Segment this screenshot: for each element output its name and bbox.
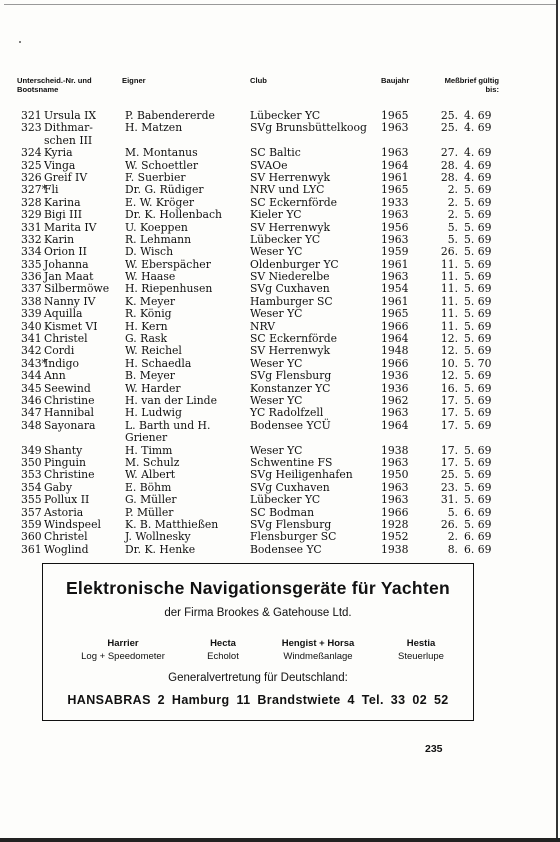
row-club: SVg Flensburg — [250, 517, 332, 531]
row-club: SC Eckernförde — [250, 195, 338, 209]
row-club: Kieler YC — [250, 208, 302, 222]
row-nr: 324 — [21, 146, 42, 160]
row-club: Weser YC — [250, 394, 303, 407]
row-club: Flensburger SC — [250, 530, 337, 544]
row-messbrief-month-year: 5. 69 — [464, 344, 492, 358]
row-baujahr: 1963 — [381, 208, 409, 222]
row-nr: 349 — [21, 443, 42, 457]
row-eigner: H. Kern — [125, 319, 168, 333]
page-number: 235 — [425, 743, 443, 755]
row-eigner: H. Timm — [125, 443, 173, 457]
row-bootsname: Christel — [44, 332, 88, 346]
ad-subtitle: der Firma Brookes & Gatehouse Ltd. — [164, 607, 352, 619]
row-club: Lübecker YC — [250, 232, 321, 246]
row-eigner: W. Albert — [125, 468, 176, 482]
row-messbrief-day: 17. — [440, 443, 458, 457]
ad-product-name: Harrier — [107, 638, 139, 649]
row-messbrief-day: 17. — [440, 406, 458, 420]
row-eigner: U. Koeppen — [125, 220, 188, 234]
table-row — [17, 147, 497, 159]
row-messbrief-day: 17. — [440, 455, 458, 469]
row-bootsname: Hannibal — [44, 406, 95, 420]
table-row — [17, 420, 497, 445]
row-bootsname: Pinguin — [44, 455, 86, 469]
row-nr: 354 — [21, 480, 42, 494]
table-row — [17, 494, 497, 506]
row-club: Schwentine FS — [250, 455, 333, 469]
row-bootsname: Bigi III — [44, 208, 82, 222]
row-messbrief-month-year: 5. 69 — [464, 455, 492, 469]
ad-product-desc: Log + Speedometer — [81, 651, 165, 662]
row-messbrief-month-year: 6. 69 — [464, 530, 492, 544]
row-bootsname: Vinga — [44, 158, 76, 172]
row-messbrief-month-year: 5. 69 — [464, 480, 492, 494]
row-baujahr: 1938 — [381, 542, 409, 556]
row-club: SV Niederelbe — [250, 270, 330, 284]
row-messbrief-day: 12. — [440, 369, 458, 383]
table-row — [17, 209, 497, 221]
row-nr: 355 — [21, 493, 42, 507]
row-club: Weser YC — [250, 443, 303, 457]
row-nr: 329 — [21, 208, 42, 222]
row-messbrief-day: 28. — [440, 158, 458, 172]
row-club: SVAOe — [250, 158, 288, 172]
row-club: Lübecker YC — [250, 109, 321, 122]
row-baujahr: 1966 — [381, 356, 409, 370]
row-bootsname: Seewind — [44, 381, 91, 395]
table-row — [17, 469, 497, 481]
row-club: Weser YC — [250, 245, 303, 259]
row-messbrief-month-year: 5. 69 — [464, 307, 492, 321]
row-club: NRV und LYC — [250, 183, 325, 197]
row-club: Weser YC — [250, 356, 303, 370]
row-bootsname: Sayonara — [44, 418, 96, 432]
row-messbrief-month-year: 5. 69 — [464, 257, 492, 271]
row-bootsname: Ursula IX — [44, 109, 97, 122]
row-bootsname: Ann — [44, 369, 66, 383]
header-eigner: Eigner — [122, 76, 146, 85]
row-messbrief-day: 2. — [447, 195, 458, 209]
row-bootsname: Cordi — [44, 344, 75, 358]
header-nr-bootsname: Unterscheid.-Nr. und Bootsname — [17, 76, 92, 94]
row-nr: 361 — [21, 542, 42, 556]
ad-generalvertretung: Generalvertretung für Deutschland: — [168, 672, 348, 684]
row-eigner: E. W. Kröger — [125, 195, 195, 209]
table-row — [17, 184, 497, 196]
row-bootsname: Dithmar-schen III — [44, 121, 93, 147]
row-nr: 326 — [21, 170, 42, 184]
row-messbrief-day: 11. — [440, 319, 458, 333]
row-baujahr: 1963 — [381, 406, 409, 420]
row-messbrief-day: 12. — [440, 344, 458, 358]
row-messbrief-day: 25. — [440, 121, 458, 135]
row-nr: 327* — [21, 183, 48, 197]
row-bootsname: Orion II — [44, 245, 87, 259]
header-club: Club — [250, 76, 267, 85]
row-nr: 359 — [21, 517, 42, 531]
row-messbrief-day: 26. — [440, 245, 458, 259]
row-messbrief-day: 5. — [447, 505, 458, 519]
row-club: SVg Cuxhaven — [250, 282, 330, 296]
row-nr: 344 — [21, 369, 42, 383]
table-row — [17, 407, 497, 419]
row-eigner: H. Schaedla — [125, 356, 192, 370]
ad-product-name: Hecta — [210, 638, 236, 649]
row-baujahr: 1964 — [381, 418, 409, 432]
row-nr: 334 — [21, 245, 42, 259]
row-nr: 346 — [21, 394, 42, 407]
row-eigner: W. Schoettler — [125, 158, 199, 172]
row-eigner: M. Schulz — [125, 455, 180, 469]
row-baujahr: 1933 — [381, 195, 409, 209]
row-messbrief-month-year: 5. 69 — [464, 332, 492, 346]
ad-product — [258, 637, 378, 663]
row-messbrief-month-year: 5. 69 — [464, 245, 492, 259]
row-eigner: W. Harder — [125, 381, 181, 395]
row-club: SV Herrenwyk — [250, 220, 330, 234]
row-eigner: R. Lehmann — [125, 232, 192, 246]
row-club: SC Baltic — [250, 146, 301, 160]
row-messbrief-day: 11. — [440, 307, 458, 321]
row-eigner: J. Wollnesky — [125, 530, 191, 544]
row-messbrief-month-year: 5. 69 — [464, 443, 492, 457]
row-club: SVg Brunsbüttelkoog — [250, 121, 367, 135]
row-nr: 328 — [21, 195, 42, 209]
row-messbrief-month-year: 4. 69 — [464, 109, 492, 122]
row-bootsname: Marita IV — [44, 220, 97, 234]
row-eigner: W. Eberspächer — [125, 257, 211, 271]
row-eigner: W. Haase — [125, 270, 176, 284]
row-eigner: H. Matzen — [125, 121, 183, 135]
row-bootsname: Karin — [44, 232, 75, 246]
row-baujahr: 1964 — [381, 332, 409, 346]
row-bootsname: Nanny IV — [44, 294, 96, 308]
row-messbrief-month-year: 5. 69 — [464, 394, 492, 407]
table-body — [17, 110, 497, 556]
table-row — [17, 531, 497, 543]
row-baujahr: 1948 — [381, 344, 409, 358]
row-messbrief-month-year: 5. 69 — [464, 208, 492, 222]
row-baujahr: 1936 — [381, 381, 409, 395]
row-messbrief-month-year: 5. 69 — [464, 493, 492, 507]
row-baujahr: 1959 — [381, 245, 409, 259]
row-nr: 357 — [21, 505, 42, 519]
row-eigner: Dr. K. Hollenbach — [125, 208, 222, 222]
row-messbrief-month-year: 5. 69 — [464, 270, 492, 284]
row-nr: 335 — [21, 257, 42, 271]
row-baujahr: 1965 — [381, 109, 409, 122]
row-baujahr: 1964 — [381, 158, 409, 172]
row-nr: 331 — [21, 220, 42, 234]
row-baujahr: 1965 — [381, 307, 409, 321]
row-club: SV Herrenwyk — [250, 344, 330, 358]
row-baujahr: 1963 — [381, 493, 409, 507]
row-messbrief-month-year: 6. 69 — [464, 505, 492, 519]
row-club: Lübecker YC — [250, 493, 321, 507]
row-bootsname: Gaby — [44, 480, 73, 494]
row-club: SVg Cuxhaven — [250, 480, 330, 494]
row-club: SVg Flensburg — [250, 369, 332, 383]
row-messbrief-day: 2. — [447, 208, 458, 222]
row-baujahr: 1966 — [381, 319, 409, 333]
table-row — [17, 544, 497, 556]
row-nr: 323 — [21, 121, 42, 135]
row-messbrief-day: 26. — [440, 517, 458, 531]
row-baujahr: 1952 — [381, 530, 409, 544]
row-eigner: F. Suerbier — [125, 170, 186, 184]
advertisement-box — [42, 563, 474, 721]
row-bootsname: Astoria — [44, 505, 84, 519]
row-baujahr: 1961 — [381, 257, 409, 271]
row-club: NRV — [250, 319, 275, 333]
row-eigner: P. Müller — [125, 505, 174, 519]
row-eigner: P. Babendererde — [125, 109, 215, 122]
row-club: Konstanzer YC — [250, 381, 331, 395]
row-club: Weser YC — [250, 307, 303, 321]
row-club: Oldenburger YC — [250, 257, 339, 271]
ad-title: Elektronische Navigationsgeräte für Yachten — [65, 578, 451, 598]
row-nr: 360 — [21, 530, 42, 544]
row-nr: 325 — [21, 158, 42, 172]
row-bootsname: Pollux II — [44, 493, 90, 507]
ad-address: HANSABRAS 2 Hamburg 11 Brandstwiete 4 Tel. 33 02 52 — [67, 693, 449, 707]
row-baujahr: 1963 — [381, 121, 409, 135]
row-baujahr: 1961 — [381, 294, 409, 308]
row-nr: 339 — [21, 307, 42, 321]
row-baujahr: 1938 — [381, 443, 409, 457]
row-eigner: Dr. G. Rüdiger — [125, 183, 204, 197]
row-bootsname: Christine — [44, 468, 95, 482]
row-messbrief-day: 17. — [440, 394, 458, 407]
row-bootsname: Woglind — [44, 542, 89, 556]
row-messbrief-day: 23. — [440, 480, 458, 494]
row-eigner: H. van der Linde — [125, 394, 217, 407]
page-top-rule — [4, 4, 556, 5]
page-right-edge — [556, 0, 558, 842]
row-baujahr: 1956 — [381, 220, 409, 234]
row-messbrief-day: 5. — [447, 232, 458, 246]
boat-register-table — [17, 76, 497, 556]
row-messbrief-month-year: 5. 70 — [464, 356, 492, 370]
row-eigner: Dr. K. Henke — [125, 542, 196, 556]
row-eigner: B. Meyer — [125, 369, 175, 383]
row-club: SVg Heiligenhafen — [250, 468, 353, 482]
row-baujahr: 1966 — [381, 505, 409, 519]
row-eigner: G. Müller — [125, 493, 177, 507]
row-nr: 332 — [21, 232, 42, 246]
row-messbrief-month-year: 5. 69 — [464, 468, 492, 482]
row-nr: 353 — [21, 468, 42, 482]
row-baujahr: 1963 — [381, 146, 409, 160]
row-messbrief-month-year: 4. 69 — [464, 146, 492, 160]
row-eigner: E. Böhm — [125, 480, 172, 494]
row-bootsname: Kismet VI — [44, 319, 98, 333]
row-bootsname: Shanty — [44, 443, 83, 457]
row-bootsname: Johanna — [44, 257, 89, 271]
row-messbrief-month-year: 5. 69 — [464, 418, 492, 432]
row-nr: 338 — [21, 294, 42, 308]
row-messbrief-month-year: 4. 69 — [464, 170, 492, 184]
table-row — [17, 370, 497, 382]
row-messbrief-day: 12. — [440, 332, 458, 346]
row-baujahr: 1965 — [381, 183, 409, 197]
row-messbrief-month-year: 4. 69 — [464, 121, 492, 135]
row-messbrief-day: 28. — [440, 170, 458, 184]
header-messbrief: Meßbrief gültig bis: — [444, 76, 499, 94]
table-row — [17, 246, 497, 258]
ad-product-desc: Steuerlupe — [398, 651, 444, 662]
row-eigner: K. B. Matthießen — [125, 517, 219, 531]
page-bottom-edge — [0, 838, 560, 842]
row-baujahr: 1963 — [381, 232, 409, 246]
row-nr: 342 — [21, 344, 42, 358]
row-eigner: R. König — [125, 307, 172, 321]
row-bootsname: Aquilla — [44, 307, 83, 321]
row-messbrief-month-year: 5. 69 — [464, 369, 492, 383]
ad-product-name: Hengist + Horsa — [281, 638, 355, 649]
row-messbrief-month-year: 5. 69 — [464, 282, 492, 296]
row-eigner: L. Barth und H. Griener — [125, 418, 211, 445]
row-messbrief-month-year: 5. 69 — [464, 183, 492, 197]
row-nr: 321 — [21, 109, 42, 122]
row-messbrief-month-year: 5. 69 — [464, 381, 492, 395]
row-baujahr: 1963 — [381, 270, 409, 284]
row-eigner: W. Reichel — [125, 344, 182, 358]
table-row — [17, 308, 497, 320]
row-baujahr: 1963 — [381, 455, 409, 469]
row-club: Bodensee YCÜ — [250, 418, 331, 432]
row-messbrief-month-year: 5. 69 — [464, 406, 492, 420]
row-messbrief-month-year: 4. 69 — [464, 158, 492, 172]
row-messbrief-day: 27. — [440, 146, 458, 160]
row-messbrief-day: 17. — [440, 418, 458, 432]
row-club: SC Bodman — [250, 505, 315, 519]
row-bootsname: Greif IV — [44, 170, 88, 184]
row-messbrief-month-year: 5. 69 — [464, 220, 492, 234]
row-messbrief-day: 5. — [447, 220, 458, 234]
row-club: Hamburger SC — [250, 294, 333, 308]
row-messbrief-day: 16. — [440, 381, 458, 395]
row-bootsname: Karina — [44, 195, 81, 209]
row-nr: 336 — [21, 270, 42, 284]
table-row — [17, 345, 497, 357]
row-nr: 348 — [21, 418, 42, 432]
row-messbrief-day: 31. — [440, 493, 458, 507]
row-nr: 345 — [21, 381, 42, 395]
row-messbrief-month-year: 5. 69 — [464, 517, 492, 531]
table-row — [17, 122, 497, 147]
row-club: SC Eckernförde — [250, 332, 338, 346]
row-baujahr: 1954 — [381, 282, 409, 296]
row-messbrief-day: 11. — [440, 294, 458, 308]
row-messbrief-day: 10. — [440, 356, 458, 370]
ad-product-desc: Windmeßanlage — [283, 651, 353, 662]
row-messbrief-month-year: 5. 69 — [464, 232, 492, 246]
row-bootsname: Silbermöwe — [44, 282, 110, 296]
row-baujahr: 1963 — [381, 480, 409, 494]
ad-product — [361, 637, 481, 663]
row-messbrief-month-year: 5. 69 — [464, 319, 492, 333]
row-club: Bodensee YC — [250, 542, 322, 556]
table-header — [17, 76, 497, 110]
ink-speck — [19, 41, 21, 43]
row-messbrief-day: 11. — [440, 282, 458, 296]
row-baujahr: 1961 — [381, 170, 409, 184]
row-eigner: G. Rask — [125, 332, 168, 346]
row-messbrief-day: 25. — [440, 468, 458, 482]
ad-product-desc: Echolot — [207, 651, 239, 662]
row-nr: 340 — [21, 319, 42, 333]
row-bootsname: Christine — [44, 394, 95, 407]
row-nr: 343* — [21, 356, 48, 370]
row-messbrief-day: 11. — [440, 257, 458, 271]
row-baujahr: 1936 — [381, 369, 409, 383]
row-bootsname: Fli — [44, 183, 59, 197]
row-messbrief-month-year: 5. 69 — [464, 294, 492, 308]
row-bootsname: Christel — [44, 530, 88, 544]
row-messbrief-day: 25. — [440, 109, 458, 122]
row-bootsname: Kyria — [44, 146, 73, 160]
row-bootsname: Jan Maat — [44, 270, 94, 284]
row-bootsname: Indigo — [44, 356, 79, 370]
row-eigner: D. Wisch — [125, 245, 174, 259]
row-eigner: H. Ludwig — [125, 406, 182, 420]
row-nr: 350 — [21, 455, 42, 469]
row-nr: 341 — [21, 332, 42, 346]
row-nr: 347 — [21, 406, 42, 420]
row-baujahr: 1962 — [381, 394, 409, 407]
row-eigner: H. Riepenhusen — [125, 282, 213, 296]
row-nr: 337 — [21, 282, 42, 296]
ad-product-name: Hestia — [406, 638, 436, 649]
row-eigner: K. Meyer — [125, 294, 176, 308]
row-messbrief-month-year: 6. 69 — [464, 542, 492, 556]
row-bootsname: Windspeel — [44, 517, 101, 531]
row-messbrief-day: 2. — [447, 530, 458, 544]
row-messbrief-day: 2. — [447, 183, 458, 197]
row-messbrief-day: 8. — [447, 542, 458, 556]
row-baujahr: 1950 — [381, 468, 409, 482]
row-club: YC Radolfzell — [250, 406, 324, 420]
header-baujahr: Baujahr — [381, 76, 410, 85]
row-messbrief-day: 11. — [440, 270, 458, 284]
row-eigner: M. Montanus — [125, 146, 198, 160]
row-club: SV Herrenwyk — [250, 170, 330, 184]
row-messbrief-month-year: 5. 69 — [464, 195, 492, 209]
row-baujahr: 1928 — [381, 517, 409, 531]
